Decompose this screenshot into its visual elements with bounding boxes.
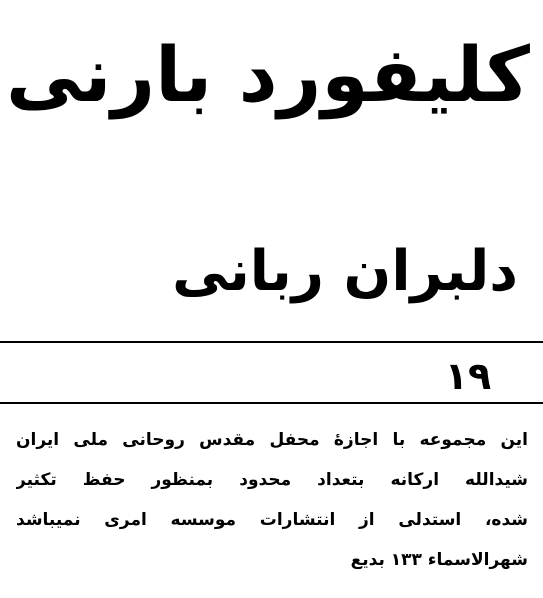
divider-top	[0, 341, 543, 343]
notice-line: این مجموعه با اجازهٔ محفل مقدس روحانی ملی ایران	[16, 430, 528, 450]
book-title: دلبران ربانی	[172, 239, 518, 304]
divider-bottom	[0, 402, 543, 404]
number-mark: ١٩	[444, 354, 492, 398]
notice-line: شیدالله ارکانه بتعداد محدود بمنظور حفظ تکثیر	[16, 470, 528, 490]
author-name: کلیفورد بارنی	[5, 30, 530, 119]
notice-line: شده، استدلی از انتشارات موسسه امری نمیباشد	[16, 510, 528, 530]
notice-line-date: شهرالاسماء ۱۳۳ بدیع	[350, 550, 528, 570]
notice-paragraph	[16, 420, 528, 580]
